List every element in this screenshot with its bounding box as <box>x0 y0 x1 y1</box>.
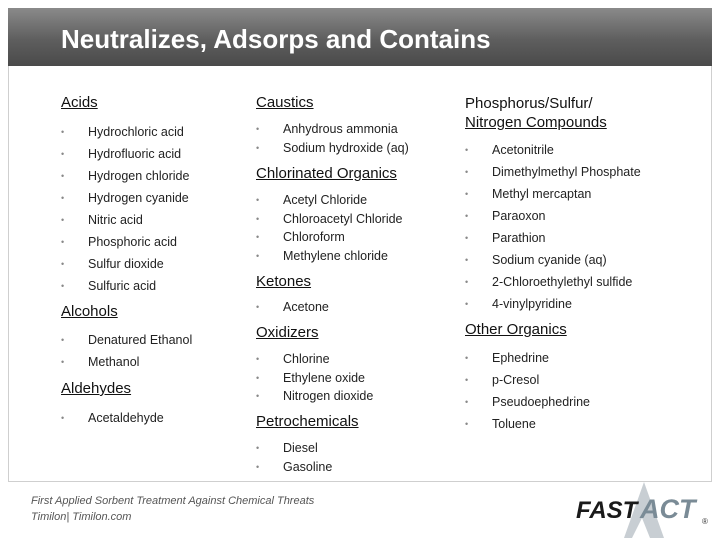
list-item: Denatured Ethanol <box>88 333 193 347</box>
bullet-icon: • <box>256 372 260 383</box>
list-item: Diesel <box>283 441 318 455</box>
list-item: Acetonitrile <box>492 143 554 157</box>
footer-tagline: First Applied Sorbent Treatment Against Chemical Threats <box>31 495 315 507</box>
list-item: Anhydrous ammonia <box>283 122 398 136</box>
heading-alcohols: Alcohols <box>61 303 118 320</box>
heading-caustics: Caustics <box>256 94 314 111</box>
list-item: Pseudoephedrine <box>492 395 590 409</box>
list-item: Hydrochloric acid <box>88 125 184 139</box>
list-item: Hydrogen chloride <box>88 169 190 183</box>
heading-chlorinated-organics: Chlorinated Organics <box>256 165 397 182</box>
list-item: Ethylene oxide <box>283 370 366 385</box>
bullet-icon: • <box>61 193 65 203</box>
list-item: Toluene <box>492 417 536 431</box>
bullet-icon: • <box>256 302 260 312</box>
bullet-icon: • <box>61 237 65 247</box>
bullet-icon: • <box>465 233 469 243</box>
heading-ketones: Ketones <box>256 273 312 290</box>
list-item: Acetyl Chloride <box>283 193 368 207</box>
footer-company: Timilon| Timilon.com <box>31 511 132 523</box>
list-item: Sulfuric acid <box>88 279 157 293</box>
list-item: Parathion <box>492 231 546 245</box>
bullet-icon: • <box>465 299 469 309</box>
list-item: Nitrogen dioxide <box>283 389 374 403</box>
bullet-icon: • <box>256 124 260 134</box>
list-item: Dimethylmethyl Phosphate <box>492 165 641 179</box>
list-item: Methylene chloride <box>283 248 388 263</box>
bullet-icon: • <box>61 335 65 345</box>
bullet-icon: • <box>61 215 65 225</box>
bullet-icon: • <box>465 419 469 429</box>
bullet-icon: • <box>256 250 260 261</box>
bullet-icon: • <box>256 213 260 224</box>
list-item: Chlorine <box>283 352 330 366</box>
heading-aldehydes: Aldehydes <box>61 380 132 397</box>
logo-text-fast: FAST <box>576 497 638 524</box>
bullet-icon: • <box>61 259 65 269</box>
bullet-icon: • <box>61 281 65 291</box>
heading-oxidizers: Oxidizers <box>256 324 319 341</box>
fastact-logo <box>574 478 712 538</box>
list-item: Paraoxon <box>492 209 546 223</box>
bullet-icon: • <box>256 354 260 364</box>
bullet-icon: • <box>61 357 65 367</box>
bullet-icon: • <box>61 127 65 137</box>
list-item: 2-Chloroethylethyl sulfide <box>492 275 633 289</box>
heading-psn-line2: Nitrogen Compounds <box>465 114 607 131</box>
bullet-icon: • <box>256 143 260 153</box>
bullet-icon: • <box>256 443 260 453</box>
list-item: 4-vinylpyridine <box>492 297 572 311</box>
bullet-icon: • <box>61 149 65 159</box>
page-title: Neutralizes, Adsorps and Contains <box>61 24 491 54</box>
heading-other-organics: Other Organics <box>465 321 567 338</box>
bullet-icon: • <box>465 397 469 407</box>
bullet-icon: • <box>256 232 260 242</box>
bullet-icon: • <box>465 211 469 221</box>
list-item: Hydrogen cyanide <box>88 191 189 205</box>
heading-petrochemicals: Petrochemicals <box>256 413 359 430</box>
bullet-icon: • <box>465 189 469 199</box>
logo-registered-mark: ® <box>702 517 708 526</box>
bullet-icon: • <box>465 145 469 155</box>
fastact-logo-graphic <box>574 478 712 538</box>
list-item: Acetone <box>283 300 329 314</box>
bullet-icon: • <box>465 375 469 385</box>
list-item: Acetaldehyde <box>88 411 164 425</box>
logo-text-act: ACT <box>640 494 696 524</box>
list-item: Methyl mercaptan <box>492 187 592 201</box>
list-item: Ephedrine <box>492 351 549 365</box>
list-item: Sodium hydroxide (aq) <box>283 141 409 155</box>
list-item: Sodium cyanide (aq) <box>492 253 607 267</box>
bullet-icon: • <box>465 255 469 265</box>
bullet-icon: • <box>465 277 469 287</box>
bullet-icon: • <box>61 171 65 181</box>
heading-psn-line1: Phosphorus/Sulfur/ <box>465 95 593 112</box>
list-item: Phosphoric acid <box>88 235 177 249</box>
list-item: Nitric acid <box>88 213 143 227</box>
bullet-icon: • <box>61 413 65 423</box>
bullet-icon: • <box>256 195 260 205</box>
list-item: Hydrofluoric acid <box>88 147 182 161</box>
bullet-icon: • <box>256 462 260 472</box>
list-item: Gasoline <box>283 460 333 474</box>
bullet-icon: • <box>465 167 469 177</box>
heading-acids: Acids <box>61 94 98 111</box>
list-item: Methanol <box>88 355 140 369</box>
bullet-icon: • <box>465 353 469 363</box>
list-item: Chloroacetyl Chloride <box>283 211 403 226</box>
list-item: Chloroform <box>283 230 345 244</box>
list-item: Sulfur dioxide <box>88 257 164 271</box>
bullet-icon: • <box>256 391 260 401</box>
list-item: p-Cresol <box>492 373 540 387</box>
